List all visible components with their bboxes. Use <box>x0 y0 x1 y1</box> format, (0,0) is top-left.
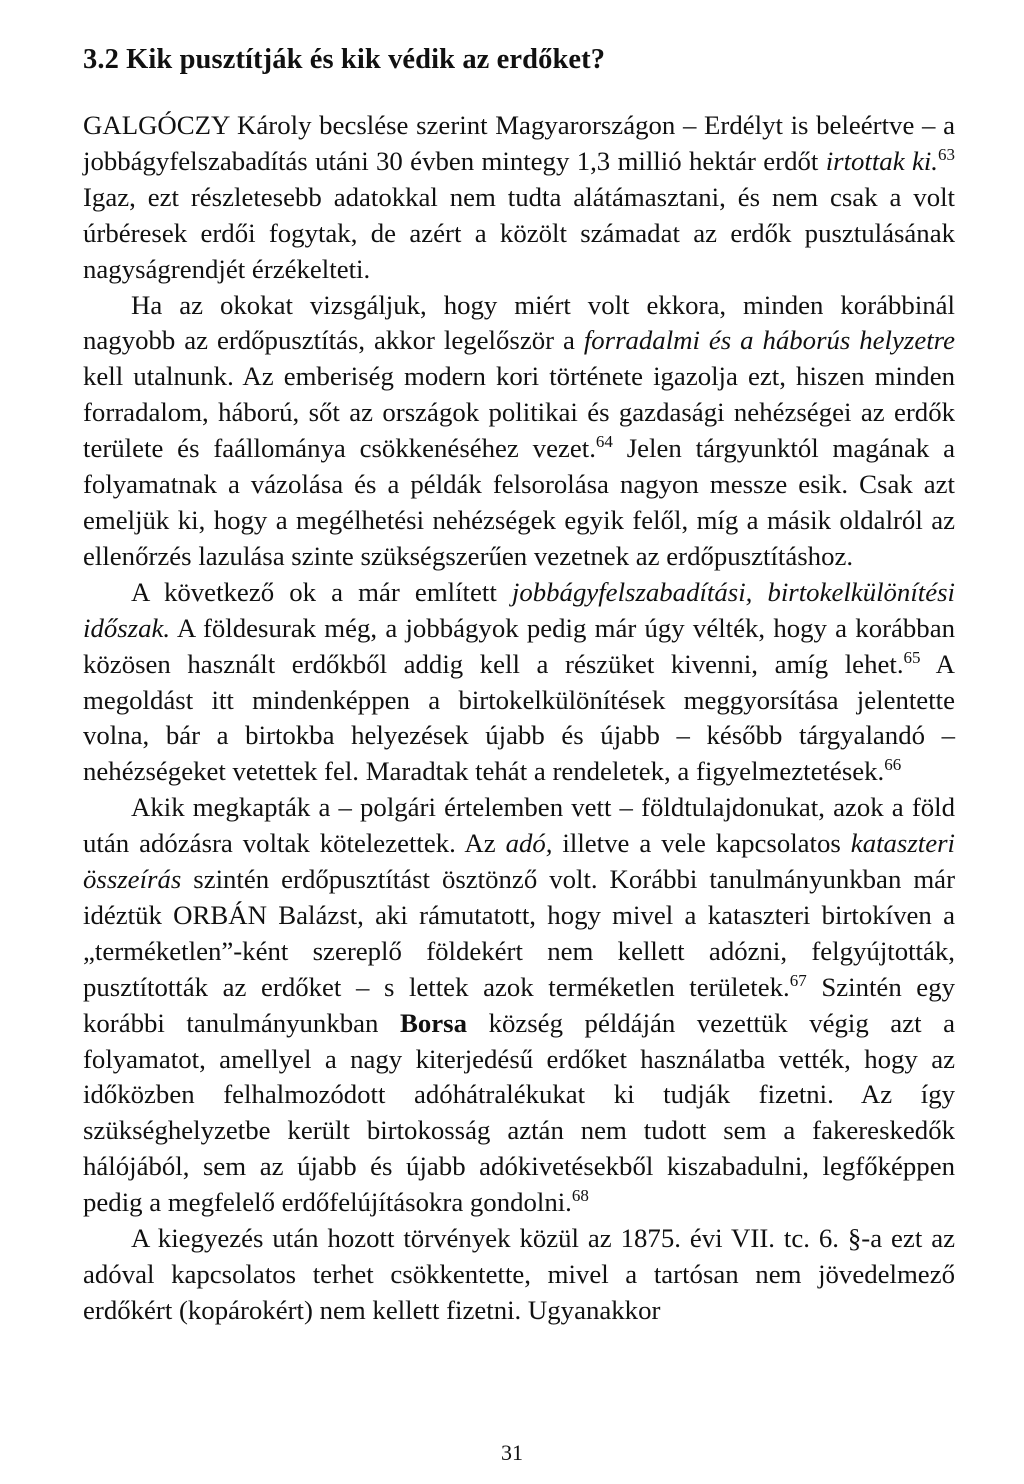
text-run: Igaz, ezt részletesebb adatokkal nem tudta alátámasztani, és nem csak a volt úrbéresek erdői fogytak, de azért a közölt számadat az erdők pusztulásának nagyságrendjét érzékelteti. <box>83 181 955 284</box>
text-run: GALGÓCZY Károly becslése szerint Magyarországon – Erdélyt is beleértve – a jobbágyfelszabadítás utáni 30 évben mintegy 1,3 millió hektár erdőt <box>83 110 955 176</box>
footnote-ref: 66 <box>884 755 902 775</box>
document-page <box>83 40 955 1329</box>
paragraph <box>83 1221 955 1329</box>
page-number: 31 <box>501 1440 523 1465</box>
text-run: község példáján vezettük végig azt a folyamatot, amellyel a nagy kiterjedésű erdőket használatba vették, hogy az időközben felhalmozódott adóhátralékukat ki tudják fizetni. Az így szükséghelyzetbe került birtokosság aztán nem tudott sem a fakereskedők hálójából, sem az újabb és újabb adókivetésekből kiszabadulni, legfőképpen pedig a megfelelő erdőfelújításokra gondolni. <box>83 1007 955 1218</box>
italic-phrase: jobbágyfelszabadítási, birtokelkülönítési időszak. <box>83 576 955 643</box>
italic-phrase: forradalmi és a háborús helyzetre <box>583 325 955 356</box>
text-run: kell utalnunk. Az emberiség modern kori története igazolja ezt, hiszen minden forradalom, háború, sőt az országok politikai és gazdasági nehézségei az erdők területe és faállománya csökkenéséhez vezet. <box>83 361 955 464</box>
text-run: Jelen tárgyunktól magának a folyamatnak a vázolása és a példák felsorolása nagyon messze esik. Csak azt emeljük ki, hogy a megélhetési nehézségek egyik felől, míg a másik oldalról az ellenőrzés lazulása szinte szükségszerűen vezetnek az erdőpusztításhoz. <box>83 433 955 571</box>
footnote-ref: 64 <box>595 431 613 451</box>
paragraph <box>83 108 955 288</box>
text-run: szintén erdőpusztítást ösztönző volt. Korábbi tanulmányunkban már idéztük ORBÁN Balázst, aki rámutatott, hogy mivel a kataszteri birtokíven a „terméketlen”-ként szereplő földekért nem kellett adózni, felgyújtották, pusztították az erdőket – s lettek azok terméketlen területek. <box>83 864 955 1002</box>
text-run: Akik megkapták a – polgári értelemben vett – földtulajdonukat, azok a föld után adózásra voltak kötelezettek. Az <box>83 792 955 859</box>
bold-phrase: Borsa <box>400 1007 467 1038</box>
text-run: illetve a vele kapcsolatos <box>552 828 851 859</box>
text-run: A következő ok a már említett <box>131 576 512 607</box>
text-run: A földesurak még, a jobbágyok pedig már úgy vélték, hogy a korábban közösen használt erdőkből addig kell a részüket kivenni, amíg lehet. <box>83 612 955 679</box>
paragraph <box>83 288 955 575</box>
paragraph <box>83 575 955 790</box>
footnote-ref: 67 <box>789 970 807 990</box>
text-run: A megoldást itt mindenképpen a birtokelkülönítések meggyorsítása jelentette volna, bár a birtokba helyezések újabb és újabb – később tárgyalandó – nehézségeket vetettek fel. Maradtak tehát a rendeletek, a figyelmeztetések. <box>83 648 955 787</box>
italic-phrase: irtottak ki. <box>825 145 939 176</box>
italic-phrase: kataszteri összeírás <box>83 828 956 895</box>
section-title: 3.2 Kik pusztítják és kik védik az erdőket? <box>83 44 606 75</box>
footnote-ref: 63 <box>938 144 956 164</box>
footnote-ref: 68 <box>571 1186 589 1205</box>
body-text <box>83 108 955 1329</box>
italic-phrase: adó, <box>505 828 553 859</box>
text-run: Ha az okokat vizsgáljuk, hogy miért volt ekkora, minden korábbinál nagyobb az erdőpusztítás, akkor legelőször a <box>83 289 955 356</box>
footnote-ref: 65 <box>903 647 921 667</box>
paragraph <box>83 790 955 1221</box>
text-run: Szintén egy korábbi tanulmányunkban <box>83 971 956 1038</box>
text-run: A kiegyezés után hozott törvények közül az 1875. évi VII. tc. 6. §-a ezt az adóval kapcsolatos terhet csökkentette, mivel a tartósan nem jövedelmező erdőkért (kopárokért) nem kellett fizetni. Ugyanakkor <box>83 1223 955 1325</box>
